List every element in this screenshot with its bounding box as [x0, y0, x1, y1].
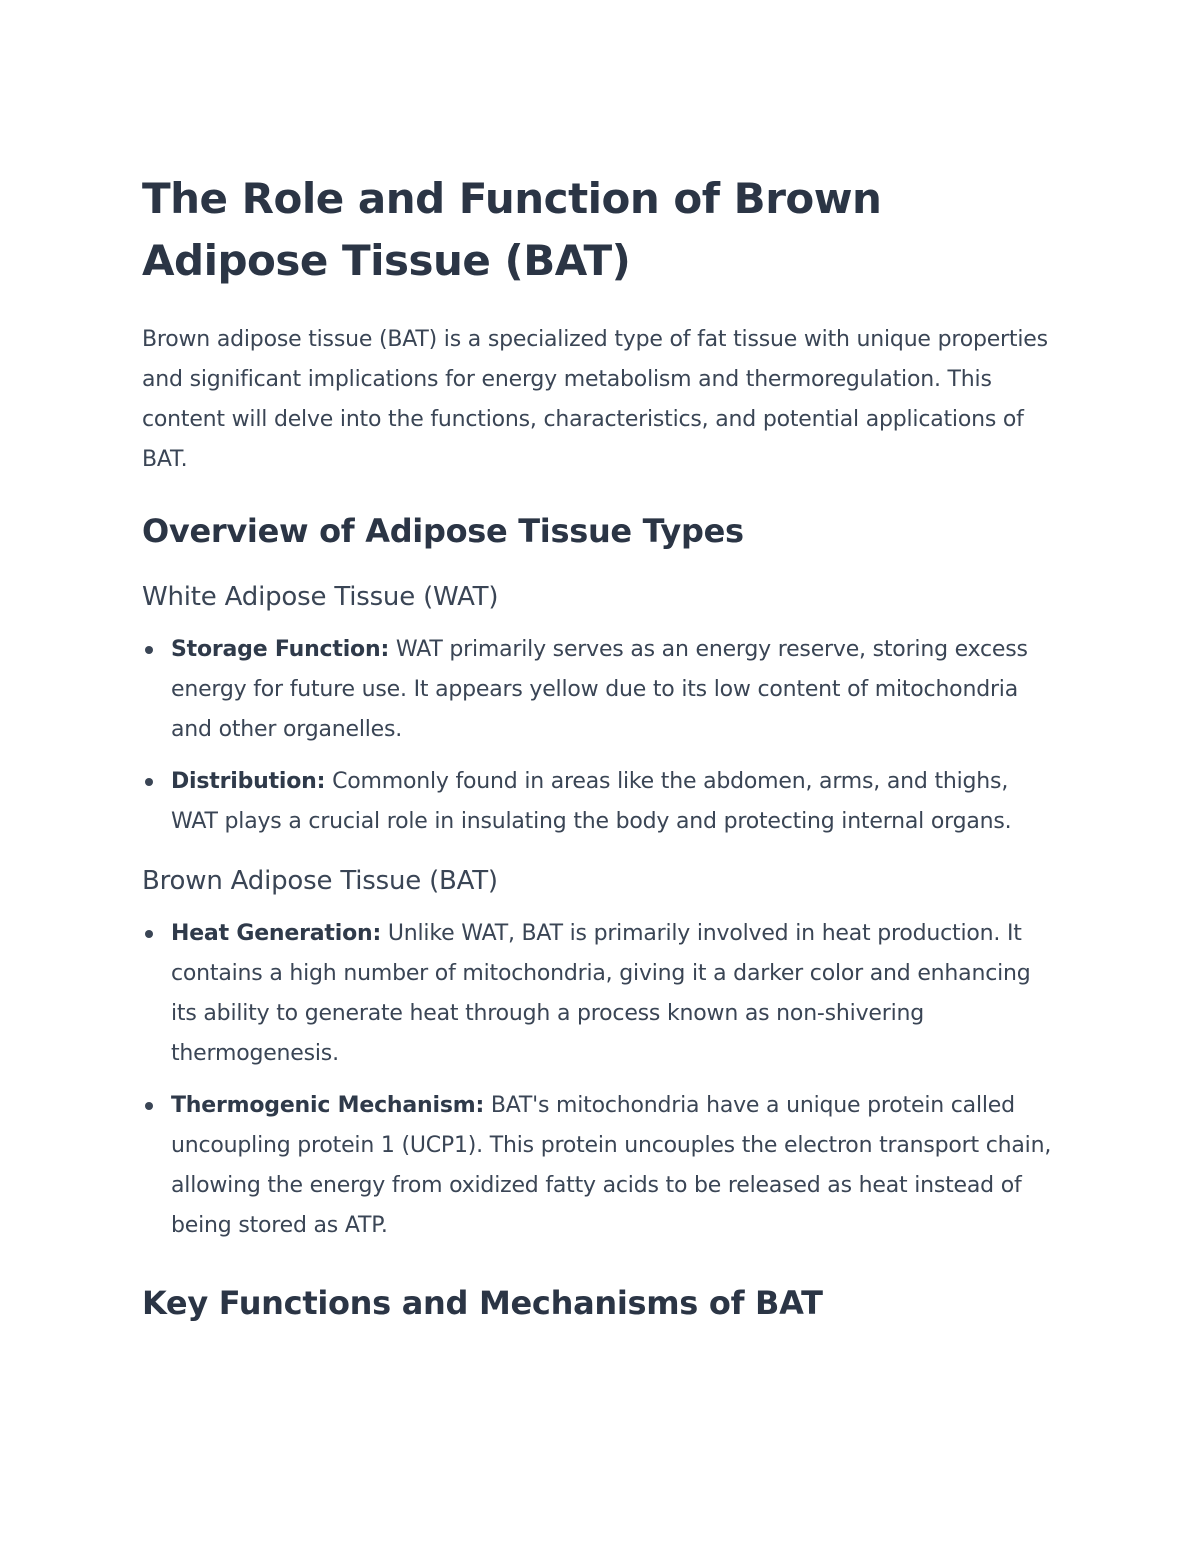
list-item: Thermogenic Mechanism: BAT's mitochondria have a unique protein called uncoupling protein 1 (UCP1). This protein uncouples the electron transport chain, allowing the energy from oxidized fatty acids to be released as heat instead of being stored as ATP. [142, 1086, 1057, 1246]
list-item: Storage Function: WAT primarily serves as an energy reserve, storing excess energy for future use. It appears yellow due to its low content of mitochondria and other organelles. [142, 630, 1057, 750]
bat-list [142, 914, 1057, 1246]
item-term: Thermogenic Mechanism [171, 1093, 476, 1118]
document-page [142, 168, 1057, 1330]
wat-heading: White Adipose Tissue (WAT) [142, 582, 499, 612]
bullet-icon [145, 778, 153, 786]
list-item: Heat Generation: Unlike WAT, BAT is primarily involved in heat production. It contains a high number of mitochondria, giving it a darker color and enhancing its ability to generate heat through a process known as non-shivering thermogenesis. [142, 914, 1057, 1074]
bat-heading: Brown Adipose Tissue (BAT) [142, 866, 498, 896]
key-functions-heading: Key Functions and Mechanisms of BAT [142, 1284, 823, 1322]
item-text: Unlike WAT, BAT is primarily involved in heat production. It contains a high number of mitochondria, giving it a darker color and enhancing its ability to generate heat through a process known as non-shivering thermogenesis. [171, 921, 1031, 1066]
page-title: The Role and Function of Brown Adipose Tissue (BAT) [142, 174, 882, 285]
item-text: BAT's mitochondria have a unique protein called uncoupling protein 1 (UCP1). This protein uncouples the electron transport chain, allowing the energy from oxidized fatty acids to be released as heat instead of being stored as ATP. [171, 1093, 1052, 1238]
bullet-icon [145, 930, 153, 938]
overview-heading: Overview of Adipose Tissue Types [142, 512, 744, 550]
bullet-icon [145, 1102, 153, 1110]
wat-list [142, 630, 1057, 842]
intro-paragraph: Brown adipose tissue (BAT) is a specialized type of fat tissue with unique properties and significant implications for energy metabolism and thermoregulation. This content will delve into the functions, characteristics, and potential applications of BAT. [142, 327, 1048, 472]
item-text: Commonly found in areas like the abdomen, arms, and thighs, WAT plays a crucial role in insulating the body and protecting internal organs. [171, 769, 1012, 834]
bullet-icon [145, 646, 153, 654]
item-term: Distribution [171, 769, 317, 794]
item-term: Storage Function [171, 637, 381, 662]
list-item: Distribution: Commonly found in areas like the abdomen, arms, and thighs, WAT plays a crucial role in insulating the body and protecting internal organs. [142, 762, 1057, 842]
item-term: Heat Generation [171, 921, 373, 946]
item-text: WAT primarily serves as an energy reserve, storing excess energy for future use. It appears yellow due to its low content of mitochondria and other organelles. [171, 637, 1028, 742]
